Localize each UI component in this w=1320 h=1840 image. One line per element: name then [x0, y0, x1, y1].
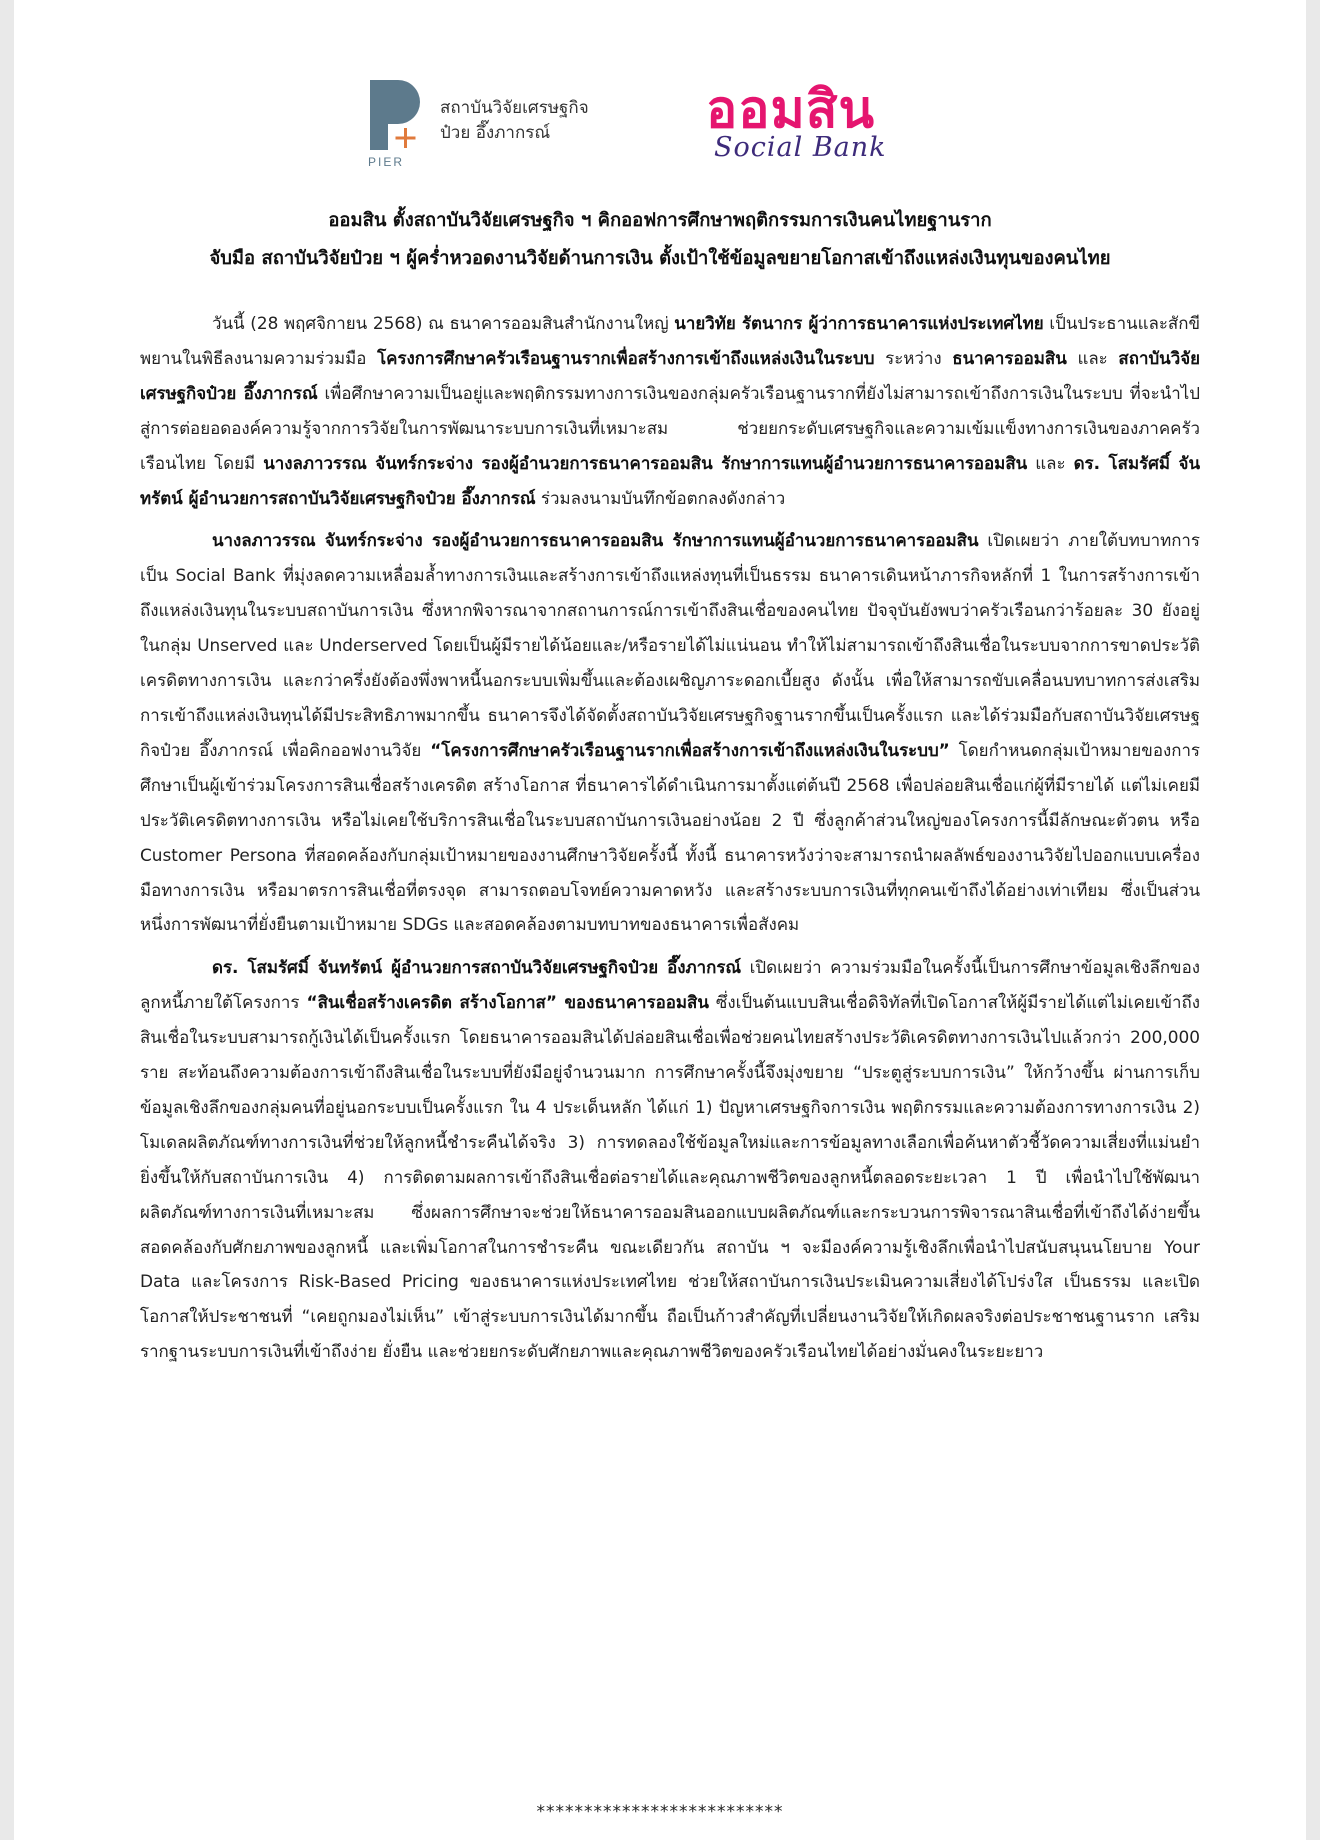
headline-line1: ออมสิน ตั้งสถาบันวิจัยเศรษฐกิจ ฯ คิกออฟการศึกษาพฤติกรรมการเงินคนไทยฐานราก [328, 210, 992, 231]
p3-text-2: ซึ่งเป็นต้นแบบสินเชื่อดิจิทัลที่เปิดโอกาสให้ผู้มีรายได้แต่ไม่เคยเข้าถึงสินเชื่อในระบบสามารถกู้เงินได้เป็นครั้งแรก โดยธนาคารออมสินได้ปล่อยสินเชื่อเพื่อช่วยคนไทยสร้างประวัติเครดิตทางการเงินไปแล้วกว่า 200,000 ราย สะท้อนถึงความต้องการเข้าถึงสินเชื่อในระบบที่ยังมีอยู่จำนวนมาก การศึกษาครั้งนี้จึงมุ่งขยาย “ประตูสู่ระบบการเงิน” ให้กว้างขึ้น ผ่านการเก็บข้อมูลเชิงลึกของกลุ่มคนที่อยู่นอกระบบเป็นครั้งแรก ใน 4 ประเด็นหลัก ได้แก่ 1) ปัญหาเศรษฐกิจการเงิน พฤติกรรมและความต้องการทางการเงิน 2) โมเดลผลิตภัณฑ์ทางการเงินที่ช่วยให้ลูกหนี้ชำระคืนได้จริง 3) การทดลองใช้ข้อมูลใหม่และการข้อมูลทางเลือกเพื่อค้นหาตัวชี้วัดความเสี่ยงที่แม่นยำยิ่งขึ้นให้กับสถาบันการเงิน 4) การติดตามผลการเข้าถึงสินเชื่อต่อรายได้และคุณภาพชีวิตของลูกหนี้ตลอดระยะเวลา 1 ปี เพื่อนำไปใช้พัฒนาผลิตภัณฑ์ทางการเงินที่เหมาะสม ซึ่งผลการศึกษาจะช่วยให้ธนาคารออมสินออกแบบผลิตภัณฑ์และกระบวนการพิจารณาสินเชื่อที่เข้าถึงได้ง่ายขึ้น สอดคล้องกับศักยภาพของลูกหนี้ และเพิ่มโอกาสในการชำระคืน ขณะเดียวกัน สถาบัน ฯ จะมีองค์ความรู้เชิงลึกเพื่อนำไปสนับสนุนนโยบาย Your Data และโครงการ Risk-Based Pricing ของธนาคารแห่งประเทศไทย ช่วยให้สถาบันการเงินประเมินความเสี่ยงได้โปร่งใส เป็นธรรม และเปิดโอกาสให้ประชาชนที่ “เคยถูกมองไม่เห็น” เข้าสู่ระบบการเงินได้มากขึ้น ถือเป็นก้าวสำคัญที่เปลี่ยนงานวิจัยให้เกิดผลจริงต่อประชาชนฐานราก เสริมรากฐานระบบการเงินที่เข้าถึงง่าย ยั่งยืน และช่วยยกระดับศักยภาพและคุณภาพชีวิตของครัวเรือนไทยได้อย่างมั่นคงในระยะยาว [140, 992, 1200, 1362]
p2-bold-1: นางลภาวรรณ จันทร์กระจ่าง รองผู้อำนวยการธนาคารออมสิน รักษาการแทนผู้อำนวยการธนาคารออมสิน [212, 530, 979, 551]
logo-header [14, 78, 1306, 170]
p1-text-6: และ [1027, 452, 1074, 473]
p1-text-7: ร่วมลงนามบันทึกข้อตกลงดังกล่าว [535, 487, 786, 508]
p1-bold-3: ธนาคารออมสิน [952, 347, 1067, 368]
paragraph-1 [140, 306, 1200, 515]
p1-text-5: เพื่อศึกษาความเป็นอยู่และพฤติกรรมทางการเงินของกลุ่มครัวเรือนฐานรากที่ยังไม่สามารถเข้าถึงการเงินในระบบ ที่จะนำไปสู่การต่อยอดองค์ความรู้จากการวิจัยในการพัฒนาระบบการเงินที่เหมาะสม ช่วยยกระดับเศรษฐกิจและความเข้มแข็งทางการเงินของภาคครัวเรือนไทย โดยมี [140, 382, 1200, 473]
p2-text-2: โดยกำหนดกลุ่มเป้าหมายของการศึกษาเป็นผู้เข้าร่วมโครงการสินเชื่อสร้างเครดิต สร้างโอกาส ที่ธนาคารได้ดำเนินการมาตั้งแต่ต้นปี 2568 เพื่อปล่อยสินเชื่อแก่ผู้ที่มีรายได้ แต่ไม่เคยมีประวัติเครดิตทางการเงิน หรือไม่เคยใช้บริการสินเชื่อในระบบสถาบันการเงินอย่างน้อย 2 ปี ซึ่งลูกค้าส่วนใหญ่ของโครงการนี้มีลักษณะตัวตน หรือ Customer Persona ที่สอดคล้องกับกลุ่มเป้าหมายของงานศึกษาวิจัยครั้งนี้ ทั้งนี้ ธนาคารหวังว่าจะสามารถนำผลลัพธ์ของงานวิจัยไปออกแบบเครื่องมือทางการเงิน หรือมาตรการสินเชื่อที่ตรงจุด สามารถตอบโจทย์ความคาดหวัง และสร้างระบบการเงินที่ทุกคนเข้าถึงได้อย่างเท่าเทียม ซึ่งเป็นส่วนหนึ่งการพัฒนาที่ยั่งยืนตามเป้าหมาย SDGs และสอดคล้องตามบทบาทของธนาคารเพื่อสังคม [140, 739, 1200, 935]
pier-name-line1: สถาบันวิจัยเศรษฐกิจ [440, 98, 589, 118]
paragraph-3 [140, 950, 1200, 1369]
gsb-logo [700, 82, 920, 170]
document-page [14, 0, 1306, 1840]
p1-text-3: ระหว่าง [874, 347, 953, 368]
p1-bold-4: สถาบันวิจัยเศรษฐกิจป๋วย อึ๊งภากรณ์ [140, 347, 1200, 403]
p1-text-2: เป็นประธานและสักขีพยานในพิธีลงนามความร่วมมือ [140, 313, 1200, 368]
p2-text-1: เปิดเผยว่า ภายใต้บทบาทการเป็น Social Bank ที่มุ่งลดความเหลื่อมล้ำทางการเงินและสร้างการเข้าถึงแหล่งทุนที่เป็นธรรม ธนาคารเดินหน้าภารกิจหลักที่ 1 ในการสร้างการเข้าถึงแหล่งเงินทุนในระบบสถาบันการเงิน ซึ่งหากพิจารณาจากสถานการณ์การเข้าถึงสินเชื่อของคนไทย ปัจจุบันยังพบว่าครัวเรือนกว่าร้อยละ 30 ยังอยู่ในกลุ่ม Unserved และ Underserved โดยเป็นผู้มีรายได้น้อยและ/หรือรายได้ไม่แน่นอน ทำให้ไม่สามารถเข้าถึงสินเชื่อในระบบจากการขาดประวัติเครดิตทางการเงิน และกว่าครึ่งยังต้องพึ่งพาหนี้นอกระบบเพิ่มขึ้นและต้องเผชิญภาระดอกเบี้ยสูง ดังนั้น เพื่อให้สามารถขับเคลื่อนบทบาทการส่งเสริมการเข้าถึงแหล่งเงินทุนได้มีประสิทธิภาพมากขึ้น ธนาคารจึงได้จัดตั้งสถาบันวิจัยเศรษฐกิจฐานรากขึ้นเป็นครั้งแรก และได้ร่วมมือกับสถาบันวิจัยเศรษฐกิจป๋วย อึ๊งภากรณ์ เพื่อคิกออฟงานวิจัย [140, 530, 1200, 760]
pier-logo [364, 78, 624, 170]
p1-bold-2: โครงการศึกษาครัวเรือนฐานรากเพื่อสร้างการเข้าถึงแหล่งเงินในระบบ [377, 347, 875, 368]
p1-text-4: และ [1066, 347, 1119, 368]
headline-line2: จับมือ สถาบันวิจัยป๋วย ฯ ผู้คร่ำหวอดงานวิจัยด้านการเงิน ตั้งเป้าใช้ข้อมูลขยายโอกาสเข้าถึงแหล่งเงินทุนของคนไทย [209, 248, 1111, 269]
pier-abbr: PIER [368, 155, 405, 168]
p1-bold-1: นายวิทัย รัตนากร ผู้ว่าการธนาคารแห่งประเทศไทย [674, 313, 1044, 333]
end-separator: ************************** [536, 1802, 784, 1822]
gsb-logo-sub: Social Bank [714, 132, 887, 163]
p3-text-1: เปิดเผยว่า ความร่วมมือในครั้งนี้เป็นการศึกษาข้อมูลเชิงลึกของลูกหนี้ภายใต้โครงการ [140, 957, 1200, 1013]
p1-bold-6: ดร. โสมรัศมิ์ จันทรัตน์ ผู้อำนวยการสถาบันวิจัยเศรษฐกิจป๋วย อึ๊งภากรณ์ [140, 452, 1200, 508]
headline [74, 202, 1246, 278]
p2-bold-2: “โครงการศึกษาครัวเรือนฐานรากเพื่อสร้างการเข้าถึงแหล่งเงินในระบบ” [430, 739, 950, 760]
pier-name-line2: ป๋วย อึ๊งภากรณ์ [440, 123, 551, 143]
paragraph-2 [140, 523, 1200, 942]
pier-mark-icon [364, 78, 424, 168]
body-content [140, 306, 1200, 1377]
gsb-logo-main: ออมสิน [706, 80, 876, 140]
p1-bold-5: นางลภาวรรณ จันทร์กระจ่าง รองผู้อำนวยการธนาคารออมสิน รักษาการแทนผู้อำนวยการธนาคารออมสิน [263, 452, 1028, 473]
p3-bold-1: ดร. โสมรัศมิ์ จันทรัตน์ ผู้อำนวยการสถาบันวิจัยเศรษฐกิจป๋วย อึ๊งภากรณ์ [212, 957, 742, 978]
p1-text-1: วันนี้ (28 พฤศจิกายน 2568) ณ ธนาคารออมสินสำนักงานใหญ่ [212, 313, 675, 333]
p3-bold-2: “สินเชื่อสร้างเครดิต สร้างโอกาส” ของธนาคารออมสิน [306, 992, 709, 1013]
pier-name [440, 96, 589, 146]
